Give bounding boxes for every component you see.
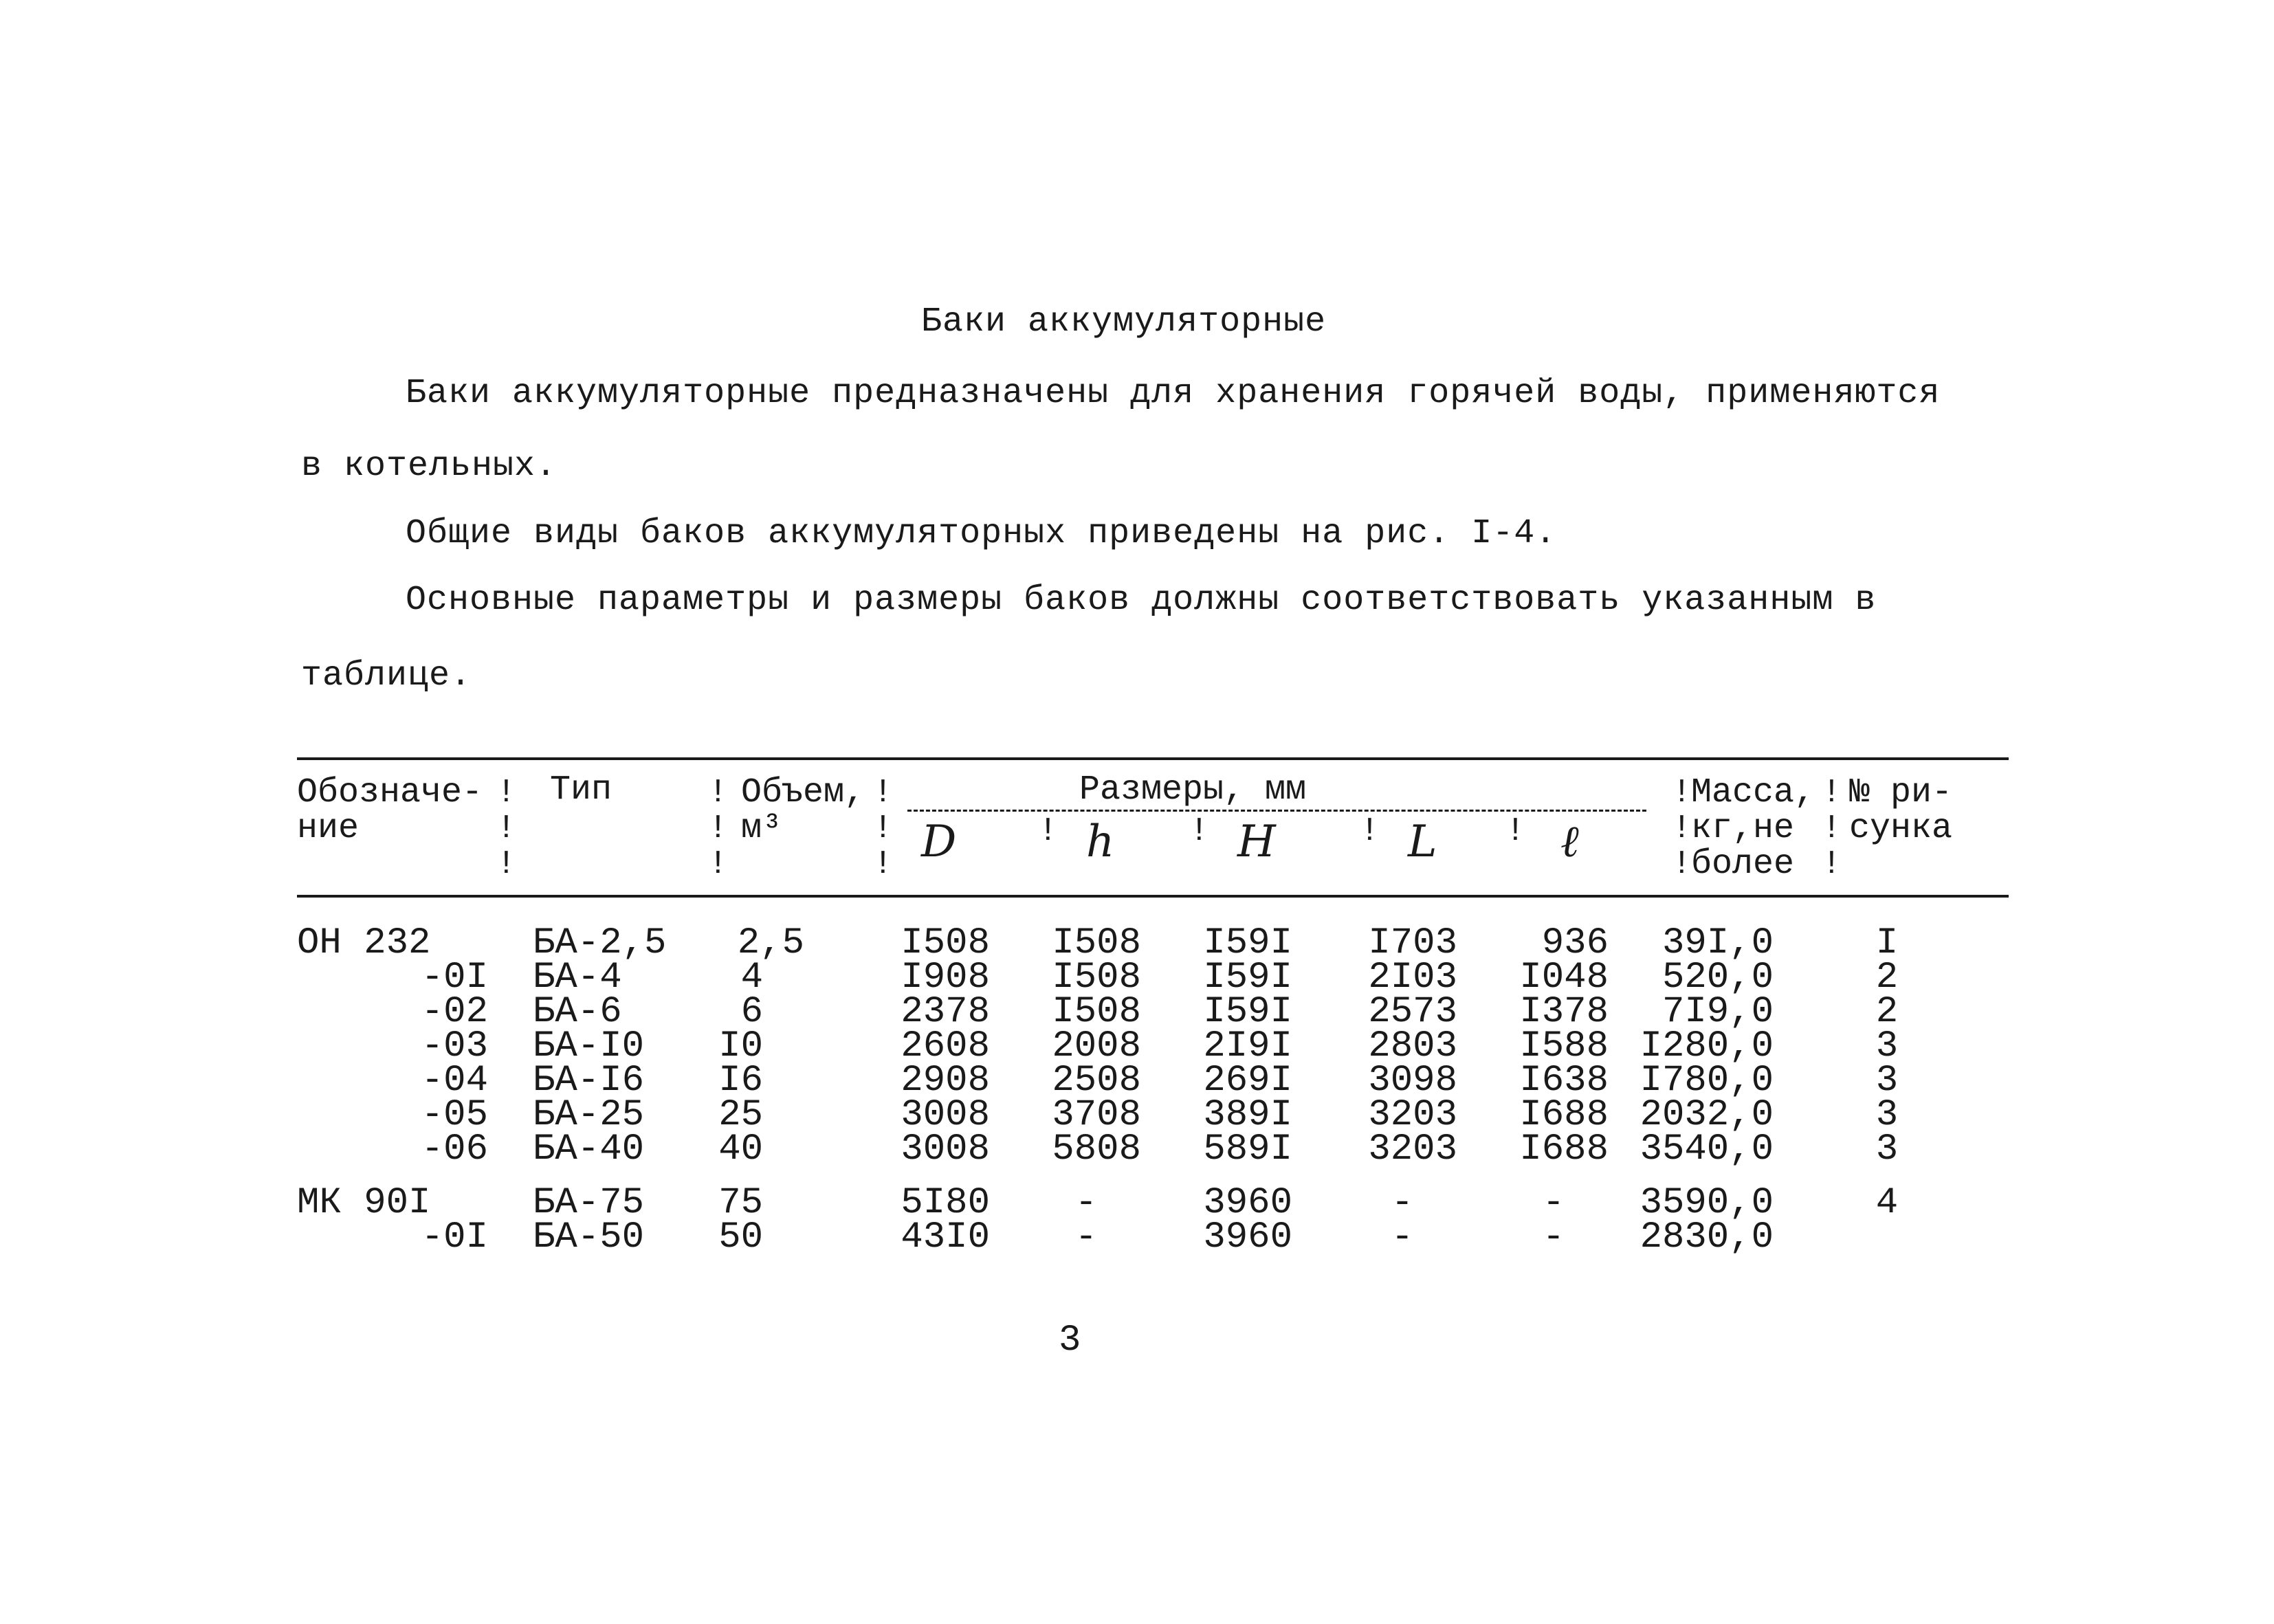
cell-L: I703 <box>1368 922 1457 964</box>
cell-volume: 4 <box>740 957 763 999</box>
separator-mark: ! <box>1189 813 1209 850</box>
cell-type: БА-I0 <box>533 1025 645 1067</box>
cell-l: 936 <box>1541 922 1609 964</box>
cell-designation: -04 <box>421 1060 488 1102</box>
cell-H: 2I9I <box>1203 1025 1292 1067</box>
cell-volume: 25 <box>718 1094 763 1136</box>
cell-mass: I780,0 <box>1640 1060 1774 1102</box>
header-mass: Масса, кг,не более <box>1691 773 1815 884</box>
cell-type: БА-25 <box>533 1094 645 1136</box>
cell-volume: 2,5 <box>737 922 804 964</box>
cell-figure: 3 <box>1875 1094 1899 1136</box>
page-title: Баки аккумуляторные <box>921 302 1327 342</box>
cell-type: БА-75 <box>533 1182 645 1224</box>
page-number: 3 <box>1059 1320 1081 1361</box>
header-volume: Объем, м³ <box>741 773 865 848</box>
separator-mark: ! ! ! <box>1672 775 1692 883</box>
separator-mark: ! ! ! <box>708 775 728 883</box>
cell-type: БА-40 <box>533 1128 645 1170</box>
paragraph-2: Общие виды баков аккумуляторных приведены на рис. I-4. <box>406 514 1557 553</box>
separator-mark: ! <box>1360 813 1380 850</box>
cell-H: 389I <box>1203 1094 1292 1136</box>
header-designation: Обозначе- ние <box>297 773 483 848</box>
cell-L: 2803 <box>1368 1025 1457 1067</box>
cell-volume: 75 <box>718 1182 763 1224</box>
cell-h: I508 <box>1052 922 1141 964</box>
table-top-rule <box>297 757 2009 760</box>
cell-h: 2508 <box>1052 1060 1141 1102</box>
cell-H: 589I <box>1203 1128 1292 1170</box>
cell-D: 2908 <box>901 1060 990 1102</box>
cell-l: - <box>1542 1216 1565 1258</box>
cell-type: БА-I6 <box>533 1060 645 1102</box>
cell-volume: 50 <box>718 1216 763 1258</box>
cell-type: БА-4 <box>533 957 622 999</box>
cell-H: I59I <box>1203 991 1292 1033</box>
cell-H: 269I <box>1203 1060 1292 1102</box>
cell-designation: -02 <box>421 991 488 1033</box>
cell-l: I048 <box>1519 957 1609 999</box>
cell-l: I378 <box>1519 991 1609 1033</box>
cell-mass: 520,0 <box>1662 957 1774 999</box>
separator-mark: ! ! ! <box>496 775 516 883</box>
dimensions-subrule <box>907 810 1646 812</box>
cell-L: 2573 <box>1368 991 1457 1033</box>
cell-L: - <box>1391 1216 1414 1258</box>
separator-mark: ! <box>1038 813 1058 850</box>
cell-h: - <box>1074 1182 1098 1224</box>
cell-volume: 6 <box>740 991 763 1033</box>
cell-volume: I6 <box>718 1060 763 1102</box>
cell-D: 2378 <box>901 991 990 1033</box>
cell-designation: -06 <box>421 1128 488 1170</box>
cell-h: I508 <box>1052 957 1141 999</box>
cell-D: 5I80 <box>901 1182 990 1224</box>
cell-L: 2I03 <box>1368 957 1457 999</box>
cell-L: 3203 <box>1368 1128 1457 1170</box>
cell-D: 43I0 <box>901 1216 990 1258</box>
cell-h: 3708 <box>1052 1094 1141 1136</box>
cell-figure: 3 <box>1875 1025 1899 1067</box>
cell-l: - <box>1542 1182 1565 1224</box>
cell-type: БА-6 <box>533 991 622 1033</box>
cell-H: I59I <box>1203 922 1292 964</box>
cell-h: - <box>1074 1216 1098 1258</box>
cell-mass: 7I9,0 <box>1662 991 1774 1033</box>
paragraph-1-line-1: Баки аккумуляторные предназначены для хранения горячей воды, применяются <box>406 374 1941 413</box>
cell-figure: 2 <box>1875 957 1899 999</box>
cell-D: 3008 <box>901 1128 990 1170</box>
cell-l: I588 <box>1519 1025 1609 1067</box>
cell-D: I508 <box>901 922 990 964</box>
cell-designation: -0I <box>421 1216 488 1258</box>
cell-l: I688 <box>1519 1128 1609 1170</box>
header-type: Тип <box>550 770 612 810</box>
cell-figure: I <box>1875 922 1899 964</box>
cell-D: 3008 <box>901 1094 990 1136</box>
paragraph-3-line-2: таблице. <box>301 656 472 696</box>
header-figure: № ри- сунка <box>1849 773 1953 848</box>
cell-h: 5808 <box>1052 1128 1141 1170</box>
cell-mass: 3540,0 <box>1640 1128 1774 1170</box>
cell-L: - <box>1391 1182 1414 1224</box>
cell-figure: 3 <box>1875 1128 1899 1170</box>
header-H: H <box>1237 816 1276 867</box>
paragraph-3-line-1: Основные параметры и размеры баков должны соответствовать указанным в <box>406 581 1877 620</box>
cell-h: 2008 <box>1052 1025 1141 1067</box>
cell-figure: 2 <box>1875 991 1899 1033</box>
cell-volume: 40 <box>718 1128 763 1170</box>
cell-designation: -03 <box>421 1025 488 1067</box>
cell-L: 3098 <box>1368 1060 1457 1102</box>
cell-designation: -05 <box>421 1094 488 1136</box>
table-header-rule <box>297 895 2009 898</box>
cell-figure: 3 <box>1875 1060 1899 1102</box>
cell-mass: I280,0 <box>1640 1025 1774 1067</box>
cell-H: 3960 <box>1203 1216 1292 1258</box>
cell-designation: ОН 232 <box>297 922 431 964</box>
separator-mark: ! <box>1505 813 1525 850</box>
cell-type: БА-50 <box>533 1216 645 1258</box>
paragraph-1-line-2: в котельных. <box>301 447 558 486</box>
cell-H: 3960 <box>1203 1182 1292 1224</box>
cell-designation: МК 90I <box>297 1182 431 1224</box>
cell-mass: 3590,0 <box>1640 1182 1774 1224</box>
header-dimensions: Размеры, мм <box>1079 770 1307 810</box>
cell-l: I638 <box>1519 1060 1609 1102</box>
header-h: h <box>1086 816 1115 867</box>
cell-mass: 2032,0 <box>1640 1094 1774 1136</box>
header-l: ℓ <box>1560 816 1579 867</box>
cell-type: БА-2,5 <box>533 922 667 964</box>
cell-D: 2608 <box>901 1025 990 1067</box>
cell-L: 3203 <box>1368 1094 1457 1136</box>
separator-mark: ! ! ! <box>1822 775 1842 883</box>
separator-mark: ! ! ! <box>873 775 893 883</box>
cell-l: I688 <box>1519 1094 1609 1136</box>
cell-mass: 2830,0 <box>1640 1216 1774 1258</box>
cell-mass: 39I,0 <box>1662 922 1774 964</box>
header-L: L <box>1408 816 1437 867</box>
cell-h: I508 <box>1052 991 1141 1033</box>
cell-H: I59I <box>1203 957 1292 999</box>
cell-D: I908 <box>901 957 990 999</box>
cell-volume: I0 <box>718 1025 763 1067</box>
cell-figure: 4 <box>1875 1182 1899 1224</box>
header-D: D <box>921 816 957 867</box>
cell-designation: -0I <box>421 957 488 999</box>
